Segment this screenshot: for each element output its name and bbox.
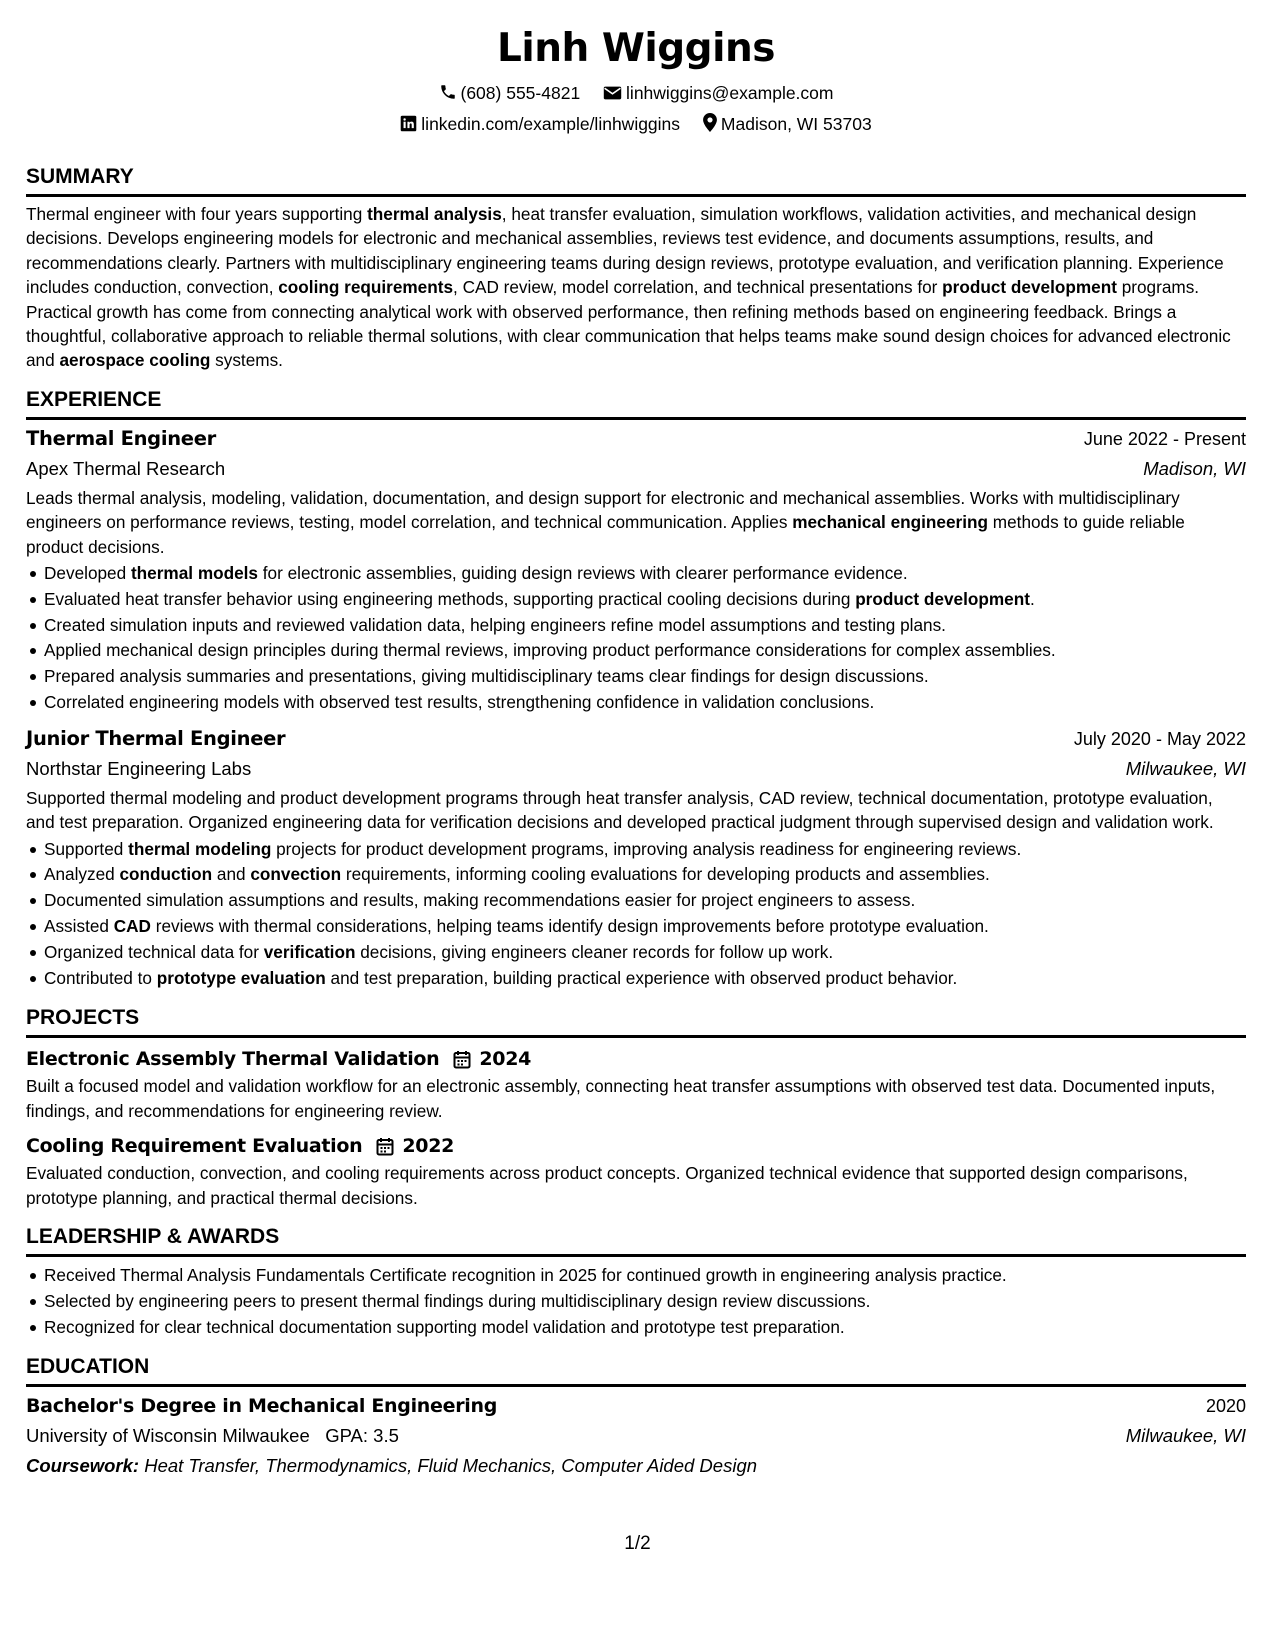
bullet-item: Developed thermal models for electronic assemblies, guiding design reviews with clearer performance evidence.: [44, 561, 1246, 587]
bullet-item: Correlated engineering models with observed test results, strengthening confidence in validation conclusions.: [44, 690, 1246, 716]
company-name: Northstar Engineering Labs: [26, 757, 252, 779]
job-bullets: [26, 837, 1246, 992]
linkedin-contact[interactable]: [400, 109, 680, 140]
education-section: [26, 1352, 1246, 1481]
school-name: University of Wisconsin Milwaukee: [26, 1425, 310, 1447]
summary-text: Thermal engineer with four years supporting thermal analysis, heat transfer evaluation, simulation workflows, validation activities, and mechanical design decisions. Develops engineering models for electronic and mechanical assemblies, reviews test evidence, and documents assumptions, results, and recommendations clearly. Partners with multidisciplinary engineering teams during design reviews, prototype evaluation, and verification planning. Experience includes conduction, convection, cooling requirements, CAD review, model correlation, and technical presentations for product development programs. Practical growth has come from connecting analytical work with observed performance, then refining methods based on engineering feedback. Brings a thoughtful, collaborative approach to reliable thermal solutions, with clear communication that helps teams make sound design choices for advanced electronic and aerospace cooling systems.: [26, 204, 1231, 371]
school-line: [26, 1421, 399, 1451]
job-description: Leads thermal analysis, modeling, validation, documentation, and design support for electronic and mechanical assemblies. Works with multidisciplinary engineers on performance reviews, testing, model correlation, and technical communication. Applies mechanical engineering methods to guide reliable product decisions.: [26, 487, 1185, 557]
bullet-item: Evaluated heat transfer behavior using engineering methods, supporting practical cooling decisions during product development.: [44, 587, 1246, 613]
resume-header: [26, 20, 1246, 140]
bullet-item: Selected by engineering peers to present thermal findings during multidisciplinary design review discussions.: [44, 1289, 1246, 1315]
calendar-icon: [376, 1137, 394, 1156]
bullet-item: Documented simulation assumptions and results, making recommendations easier for project engineers to assess.: [44, 888, 1246, 914]
summary-heading: SUMMARY: [26, 162, 1246, 197]
job-dates: June 2022 - Present: [1083, 428, 1246, 449]
experience-section: [26, 385, 1246, 992]
job-location: Milwaukee, WI: [1125, 757, 1246, 779]
job-dates: July 2020 - May 2022: [1073, 728, 1246, 749]
project-description: Built a focused model and validation workflow for an electronic assembly, connecting heat transfer assumptions with observed test data. Documented inputs, findings, and recommendations for engineering review.: [26, 1076, 1216, 1121]
bullet-item: Received Thermal Analysis Fundamentals Certificate recognition in 2025 for continued growth in engineering analysis practice.: [44, 1263, 1246, 1289]
leadership-bullets: [26, 1263, 1246, 1340]
coursework-list: Heat Transfer, Thermodynamics, Fluid Mechanics, Computer Aided Design: [144, 1455, 758, 1477]
job-title: Junior Thermal Engineer: [26, 726, 286, 750]
project-year: 2022: [402, 1135, 455, 1158]
school-location: Milwaukee, WI: [1125, 1425, 1246, 1447]
project-name: Cooling Requirement Evaluation: [26, 1135, 363, 1158]
bullet-item: Applied mechanical design principles during thermal reviews, improving product performance considerations for complex assemblies.: [44, 638, 1246, 664]
projects-heading: PROJECTS: [26, 1003, 1246, 1038]
page-number: 1/2: [624, 1533, 651, 1554]
phone-contact: [439, 78, 581, 109]
experience-heading: EXPERIENCE: [26, 385, 1246, 420]
job-title: Thermal Engineer: [26, 426, 216, 450]
bullet-item: Organized technical data for verification decisions, giving engineers cleaner records for follow up work.: [44, 940, 1246, 966]
project-year: 2024: [479, 1048, 532, 1071]
leadership-section: [26, 1222, 1246, 1340]
linkedin-icon: [400, 115, 417, 132]
email-contact[interactable]: [603, 78, 833, 109]
map-pin-icon: [703, 113, 717, 132]
graduation-year: 2020: [1205, 1396, 1246, 1417]
job-description: Supported thermal modeling and product development programs through heat transfer analysis, CAD review, technical documentation, prototype evaluation, and test preparation. Organized engineering data for verification decisions and developed practical judgment through supervised design and validation work.: [26, 787, 1214, 833]
coursework-line: [26, 1451, 1246, 1481]
coursework-label: Coursework:: [26, 1455, 140, 1477]
bullet-item: Contributed to prototype evaluation and test preparation, building practical experience with observed product behavior.: [44, 966, 1246, 992]
job-entry: [26, 724, 1246, 992]
education-heading: EDUCATION: [26, 1352, 1246, 1387]
bullet-item: Analyzed conduction and convection requirements, informing cooling evaluations for developing products and assemblies.: [44, 862, 1246, 888]
project-description: Evaluated conduction, convection, and cooling requirements across product concepts. Organized technical evidence that supported design comparisons, prototype planning, and practical thermal decisions.: [26, 1163, 1188, 1208]
bullet-item: Created simulation inputs and reviewed validation data, helping engineers refine model assumptions and testing plans.: [44, 613, 1246, 639]
linkedin-text[interactable]: linkedin.com/example/linhwiggins: [421, 114, 681, 134]
contact-row-2: [26, 109, 1246, 140]
phone-icon: [439, 83, 457, 101]
project-entry: [26, 1044, 1246, 1123]
phone-text: (608) 555-4821: [460, 83, 581, 103]
project-name: Electronic Assembly Thermal Validation: [26, 1048, 440, 1071]
project-entry: [26, 1131, 1246, 1210]
location-text: Madison, WI 53703: [720, 114, 872, 134]
leadership-heading: LEADERSHIP & AWARDS: [26, 1222, 1246, 1257]
job-location: Madison, WI: [1143, 457, 1246, 479]
job-bullets: [26, 561, 1246, 716]
projects-section: [26, 1003, 1246, 1210]
contact-row-1: [26, 78, 1246, 109]
bullet-item: Assisted CAD reviews with thermal considerations, helping teams identify design improvements before prototype evaluation.: [44, 914, 1246, 940]
summary-section: [26, 162, 1246, 373]
bullet-item: Prepared analysis summaries and presentations, giving multidisciplinary teams clear findings for design discussions.: [44, 664, 1246, 690]
resume-page: [26, 20, 1246, 1481]
degree-name: Bachelor's Degree in Mechanical Engineering: [26, 1395, 498, 1418]
location-contact: [703, 109, 872, 140]
gpa-text: GPA: 3.5: [325, 1425, 399, 1447]
email-text[interactable]: linhwiggins@example.com: [626, 83, 834, 103]
bullet-item: Supported thermal modeling projects for product development programs, improving analysis readiness for engineering reviews.: [44, 837, 1246, 863]
candidate-name: Linh Wiggins: [497, 26, 775, 71]
envelope-icon: [603, 85, 622, 101]
calendar-icon: [453, 1050, 471, 1069]
company-name: Apex Thermal Research: [26, 457, 226, 479]
bullet-item: Recognized for clear technical documentation supporting model validation and prototype test preparation.: [44, 1315, 1246, 1341]
job-entry: [26, 424, 1246, 716]
